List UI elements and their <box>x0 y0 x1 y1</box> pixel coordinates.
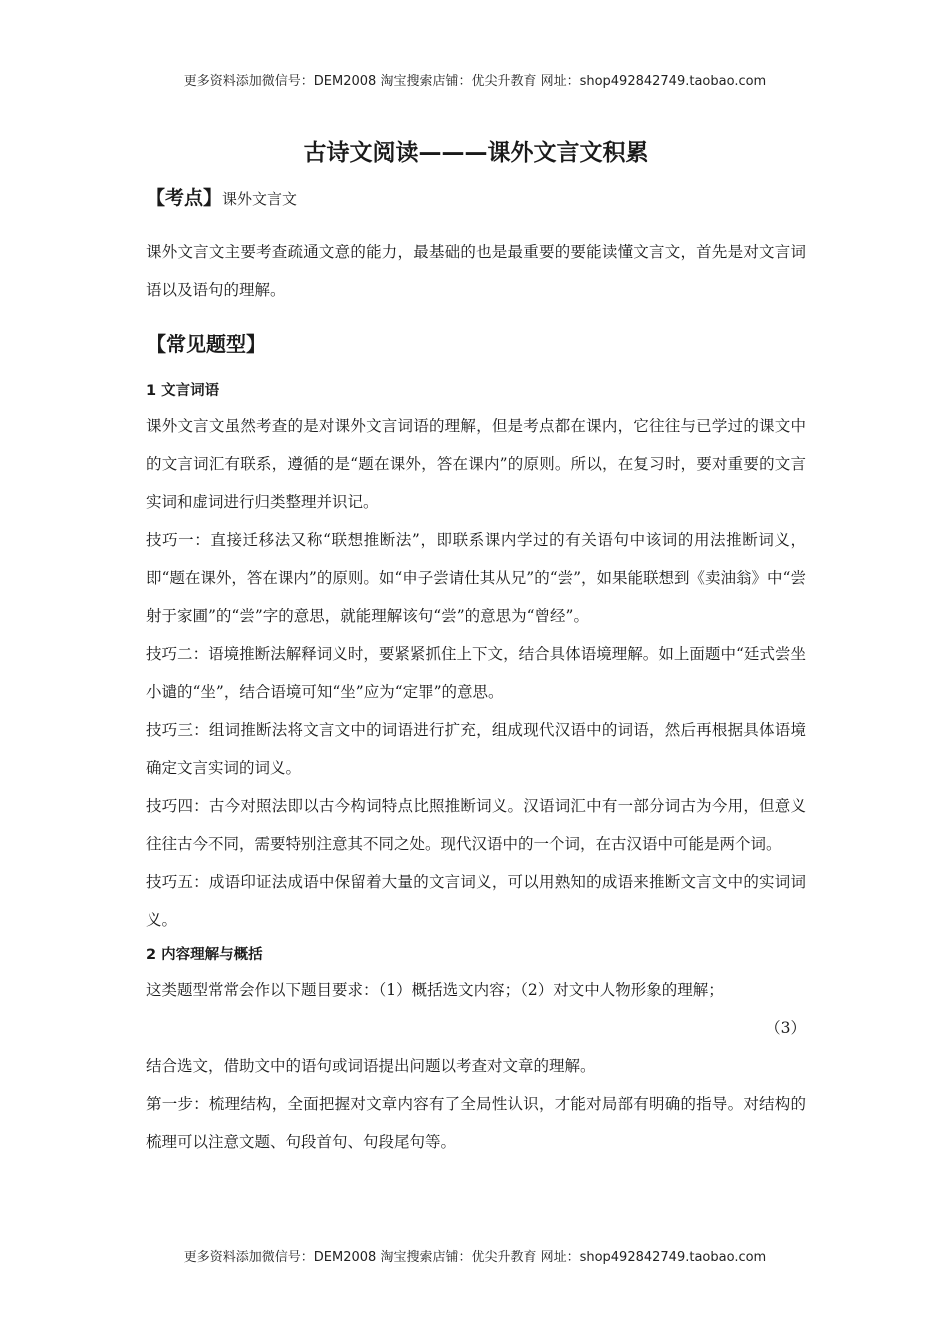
technique-1: 技巧一：直接迁移法又称“联想推断法”，即联系课内学过的有关语句中该词的用法推断词义，即“题在课外，答在课内”的原则。如“申子尝请仕其从兄”的“尝”，如果能联想到《卖油翁》中“尝射于家圃”的“尝”字的意思，就能理解该句“尝”的意思为“曾经”。 <box>146 531 806 625</box>
step-1-paragraph: 第一步：梳理结构，全面把握对文章内容有了全局性认识，才能对局部有明确的指导。对结构的梳理可以注意文题、句段首句、句段尾句等。 <box>146 1095 806 1151</box>
document-title: 古诗文阅读———课外文言文积累 <box>303 140 649 166</box>
kaodian-line <box>146 182 806 215</box>
technique-2: 技巧二：语境推断法解释词义时，要紧紧抓住上下文，结合具体语境理解。如上面题中“廷式尝坐小谴的“坐”，结合语境可知“坐”应为“定罪”的意思。 <box>146 645 806 701</box>
technique-3: 技巧三：组词推断法将文言文中的词语进行扩充，组成现代汉语中的词语，然后再根据具体语境确定文言实词的词义。 <box>146 721 806 777</box>
question-types-line: 这类题型常常会作以下题目要求：（1）概括选文内容；（2）对文中人物形象的理解； <box>146 981 724 999</box>
technique-4: 技巧四：古今对照法即以古今构词特点比照推断词义。汉语词汇中有一部分词古为今用，但意义往往古今不同，需要特别注意其不同之处。现代汉语中的一个词，在古汉语中可能是两个词。 <box>146 797 806 853</box>
question-types-line-cont: 结合选文，借助文中的语句或词语提出问题以考查对文章的理解。 <box>146 1057 596 1075</box>
paragraph: 课外文言文虽然考查的是对课外文言词语的理解，但是考点都在课内，它往往与已学过的课文中的文言词汇有联系，遵循的是“题在课外，答在课内”的原则。所以，在复习时，要对重要的文言实词和虚词进行归类整理并识记。 <box>146 417 806 511</box>
intro-paragraph: 课外文言文主要考查疏通文意的能力，最基础的也是最重要的要能读懂文言文，首先是对文言词语以及语句的理解。 <box>146 243 806 299</box>
technique-5: 技巧五：成语印证法成语中保留着大量的文言词义，可以用熟知的成语来推断文言文中的实词词义。 <box>146 873 806 929</box>
subsection-heading-1: 1 文言词语 <box>146 383 220 399</box>
kaodian-value: 课外文言文 <box>222 190 298 208</box>
page-header-note: 更多资料添加微信号：DEM2008 淘宝搜索店铺：优尖升教育 网址：shop492842749.taobao.com <box>183 74 767 89</box>
page-footer-note: 更多资料添加微信号：DEM2008 淘宝搜索店铺：优尖升教育 网址：shop492842749.taobao.com <box>183 1250 767 1265</box>
document-body <box>146 130 806 1161</box>
question-types-item-3: （3） <box>765 1019 806 1037</box>
subsection-heading-2: 2 内容理解与概括 <box>146 947 263 963</box>
section-title: 【常见题型】 <box>146 332 266 356</box>
kaodian-label: 【考点】 <box>146 187 223 209</box>
